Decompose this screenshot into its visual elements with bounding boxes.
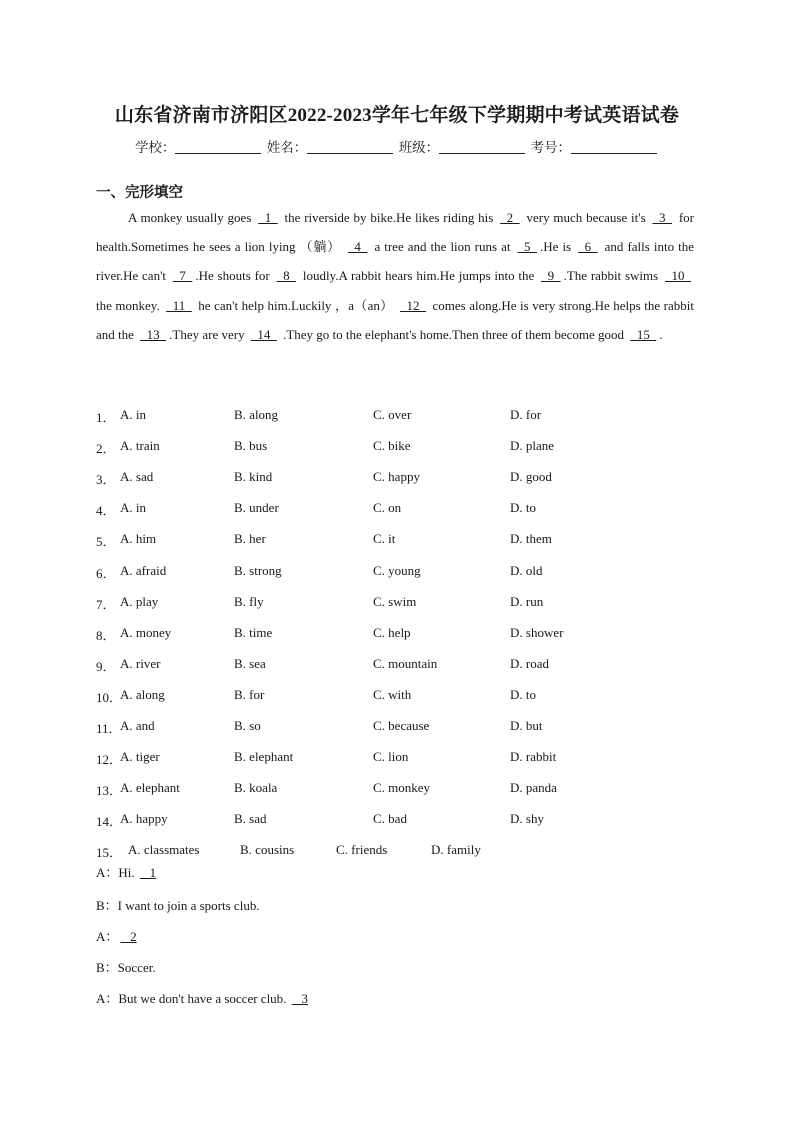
name-label: 姓名：	[266, 140, 308, 155]
option-a[interactable]: A. happy	[120, 811, 168, 827]
cloze-blank[interactable]: 1	[258, 210, 278, 225]
option-c[interactable]: C. because	[373, 718, 430, 733]
option-b[interactable]: B. fly	[234, 593, 264, 609]
option-a[interactable]: A. in	[120, 407, 146, 422]
dialog-line	[96, 895, 260, 914]
question-number: 1．	[96, 410, 116, 425]
cloze-blank[interactable]: 13	[140, 326, 167, 342]
option-a[interactable]: A. classmates	[128, 842, 200, 858]
cloze-blank[interactable]: 10	[665, 268, 692, 284]
question-number: 14．	[96, 814, 123, 830]
option-a[interactable]: A. in	[120, 500, 146, 516]
dialog-speaker: A：	[96, 929, 119, 944]
option-c[interactable]: C. monkey	[373, 780, 431, 796]
dialog-blank[interactable]: 2	[120, 929, 137, 944]
option-b[interactable]: B. under	[234, 500, 279, 516]
page-title: 山东省济南市济阳区2022-2023学年七年级下学期期中考试英语试卷	[114, 105, 680, 126]
option-c[interactable]: C. swim	[373, 593, 417, 609]
passage-text: A monkey usually goes	[128, 210, 256, 225]
option-b[interactable]: B. so	[234, 718, 261, 733]
passage-text: .He shouts for	[195, 268, 274, 284]
passage-text: and falls into the river.He can't	[96, 239, 694, 284]
option-c[interactable]: C. happy	[373, 469, 420, 485]
dialog-line	[96, 988, 310, 1007]
dialog-text: Hi.	[118, 865, 138, 880]
passage-text: .	[659, 326, 663, 342]
option-c[interactable]: C. lion	[373, 749, 409, 765]
name-blank[interactable]	[307, 141, 393, 154]
passage-text: comes along.He is very strong.He helps the rabbit and the	[96, 297, 694, 342]
exam-number-label: 考号：	[530, 140, 572, 155]
passage-text: loudly.A rabbit hears him.He jumps into the	[299, 268, 539, 284]
option-c[interactable]: C. it	[373, 531, 396, 547]
option-d[interactable]: D. to	[510, 686, 536, 702]
option-d[interactable]: D. road	[510, 655, 549, 671]
option-d[interactable]: D. run	[510, 593, 544, 609]
cloze-blank[interactable]: 3	[652, 210, 673, 225]
option-d[interactable]: D. plane	[510, 438, 555, 454]
cloze-blank[interactable]: 14	[250, 326, 277, 342]
option-a[interactable]: A. along	[120, 686, 165, 702]
option-c[interactable]: C. over	[373, 407, 412, 422]
question-number: 9．	[96, 658, 116, 674]
option-a[interactable]: A. money	[120, 624, 172, 640]
option-b[interactable]: B. along	[234, 407, 279, 422]
option-a[interactable]: A. afraid	[120, 562, 167, 578]
question-number: 12．	[96, 752, 123, 768]
passage-text: .They go to the elephant's home.Then three of them become good	[279, 326, 628, 342]
option-d[interactable]: D. panda	[510, 780, 557, 796]
option-d[interactable]: D. rabbit	[510, 749, 557, 765]
option-d[interactable]: D. but	[510, 718, 543, 733]
cloze-blank[interactable]: 11	[166, 297, 192, 313]
question-number: 10．	[96, 689, 123, 705]
passage-text: very much because it's	[522, 210, 650, 225]
dialog-line	[96, 926, 139, 945]
option-b[interactable]: B. time	[234, 624, 273, 640]
cloze-blank[interactable]: 2	[500, 210, 520, 225]
passage-text: he can't help him.Luckily ，a（an）	[194, 297, 397, 313]
cloze-blank[interactable]: 5	[517, 239, 538, 255]
dialog-speaker: B：	[96, 960, 118, 975]
option-b[interactable]: B. elephant	[234, 749, 294, 765]
option-b[interactable]: B. for	[234, 686, 265, 702]
option-c[interactable]: C. bike	[373, 438, 411, 454]
option-d[interactable]: D. them	[510, 531, 552, 547]
dialog-line	[96, 957, 156, 976]
option-b[interactable]: B. sad	[234, 811, 267, 827]
cloze-blank[interactable]: 6	[578, 239, 598, 255]
option-b[interactable]: B. bus	[234, 438, 268, 454]
option-d[interactable]: D. to	[510, 500, 536, 516]
exam-number-blank[interactable]	[571, 141, 657, 154]
option-c[interactable]: C. friends	[336, 842, 388, 858]
class-label: 班级：	[398, 140, 440, 155]
option-b[interactable]: B. cousins	[240, 842, 295, 858]
passage-text: .He is	[540, 239, 576, 255]
question-number: 7．	[96, 596, 116, 612]
class-blank[interactable]	[439, 141, 525, 154]
cloze-blank[interactable]: 12	[399, 297, 426, 313]
question-number: 5．	[96, 534, 116, 550]
passage-text: .The rabbit swims	[563, 268, 663, 284]
question-number: 2．	[96, 441, 116, 457]
dialog-blank[interactable]: 3	[291, 991, 308, 1006]
option-a[interactable]: A. him	[120, 531, 157, 547]
option-a[interactable]: A. tiger	[120, 749, 160, 765]
question-number: 4．	[96, 503, 116, 519]
option-c[interactable]: C. help	[373, 624, 411, 640]
option-b[interactable]: B. her	[234, 531, 266, 547]
dialog-blank[interactable]: 1	[139, 865, 157, 880]
option-c[interactable]: C. mountain	[373, 655, 438, 671]
option-d[interactable]: D. shy	[510, 811, 544, 827]
passage-text: .They are very	[169, 326, 248, 342]
option-c[interactable]: C. with	[373, 686, 412, 702]
passage-text: the monkey.	[96, 297, 164, 313]
passage-text: a tree and the lion runs at	[370, 239, 515, 255]
question-number: 13．	[96, 783, 123, 799]
question-number: 11．	[96, 721, 122, 736]
cloze-blank[interactable]: 4	[347, 239, 368, 255]
cloze-blank[interactable]: 9	[541, 268, 561, 284]
dialog-text: But we don't have a soccer club.	[118, 991, 290, 1006]
option-d[interactable]: D. old	[510, 562, 543, 578]
dialog-text: I want to join a sports club.	[117, 898, 260, 913]
option-a[interactable]: A. sad	[120, 469, 154, 485]
option-a[interactable]: A. river	[120, 655, 161, 671]
cloze-blank[interactable]: 8	[276, 268, 297, 284]
option-b[interactable]: B. strong	[234, 562, 282, 578]
passage-text: for health.Sometimes he sees a lion lying （躺）	[96, 210, 694, 255]
question-number: 6．	[96, 565, 116, 581]
dialog-line	[96, 862, 158, 881]
option-a[interactable]: A. and	[120, 718, 155, 733]
option-a[interactable]: A. train	[120, 438, 160, 454]
option-c[interactable]: C. on	[373, 500, 402, 516]
option-a[interactable]: A. elephant	[120, 780, 180, 796]
cloze-blank[interactable]: 15	[630, 326, 657, 342]
cloze-passage	[96, 203, 694, 349]
dialog-speaker: B：	[96, 898, 118, 913]
option-c[interactable]: C. bad	[373, 811, 407, 827]
option-b[interactable]: B. kind	[234, 469, 273, 485]
cloze-blank[interactable]: 7	[172, 268, 193, 284]
option-c[interactable]: C. young	[373, 562, 421, 578]
school-blank[interactable]	[175, 141, 261, 154]
option-d[interactable]: D. family	[431, 842, 481, 858]
passage-text: the riverside by bike.He likes riding his	[280, 210, 498, 225]
option-a[interactable]: A. play	[120, 593, 159, 609]
dialog-speaker: A：	[96, 865, 119, 880]
section-heading: 一、完形填空	[96, 185, 183, 201]
question-number: 3．	[96, 472, 116, 488]
school-label: 学校：	[134, 140, 176, 155]
option-d[interactable]: D. for	[510, 407, 542, 422]
question-number: 8．	[96, 627, 116, 643]
dialog-text: Soccer.	[117, 960, 156, 975]
question-number: 15．	[96, 845, 123, 861]
option-d[interactable]: D. shower	[510, 624, 564, 640]
option-b[interactable]: B. koala	[234, 780, 278, 796]
dialog-speaker: A：	[96, 991, 119, 1006]
option-d[interactable]: D. good	[510, 469, 552, 485]
option-b[interactable]: B. sea	[234, 655, 266, 671]
student-info-fields	[0, 136, 794, 156]
